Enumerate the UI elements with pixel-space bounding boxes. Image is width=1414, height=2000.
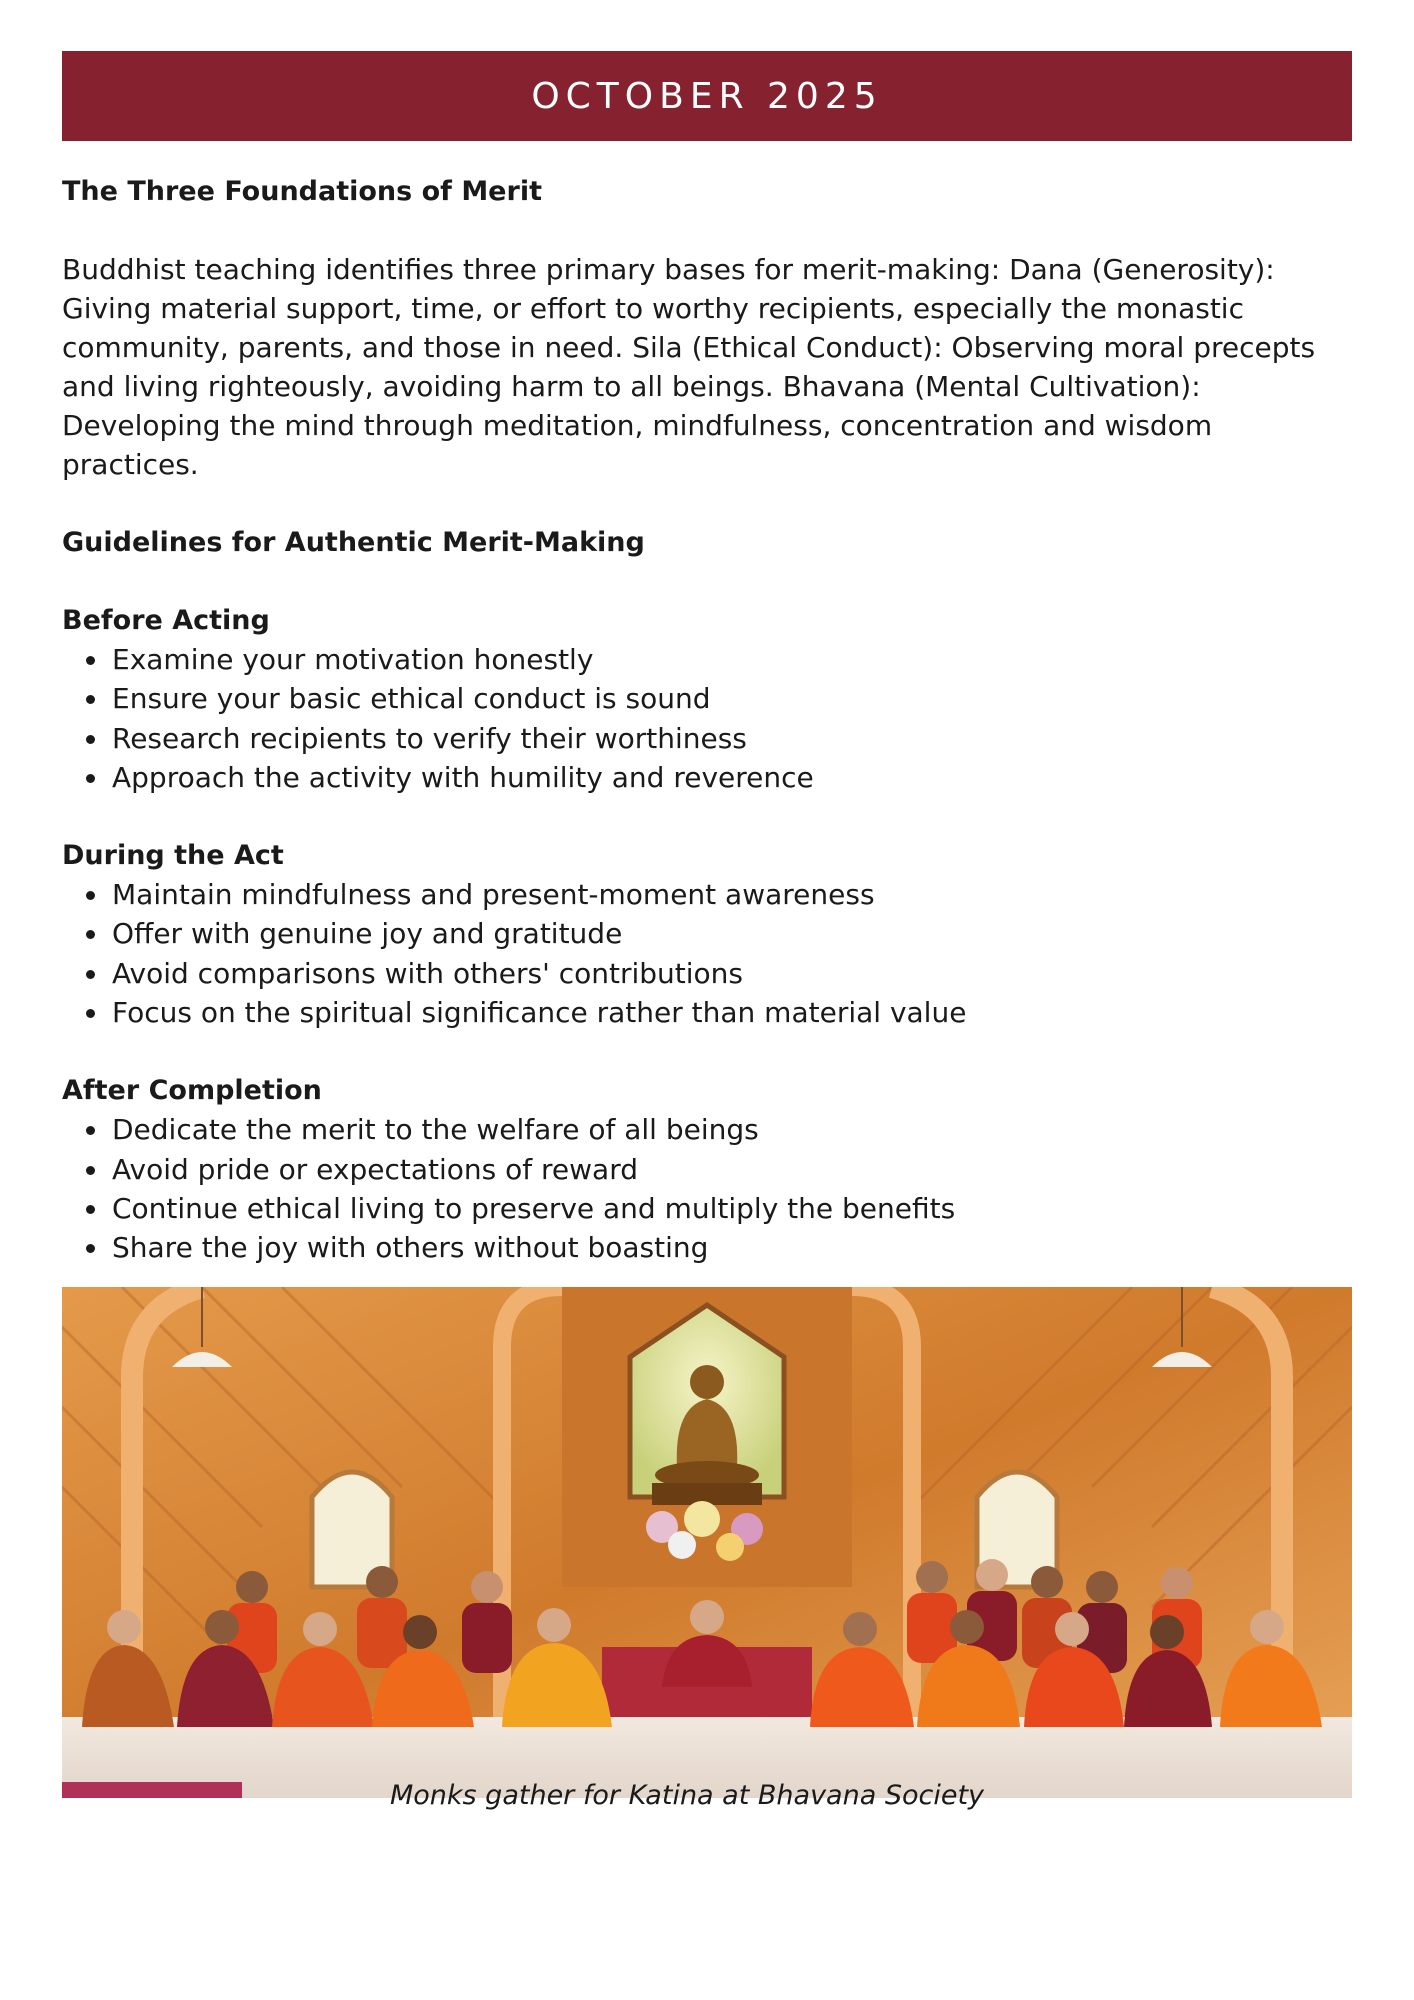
photo-caption: Monks gather for Katina at Bhavana Society [389,1780,985,1811]
list-item: • Focus on the spiritual significance rather than material value [110,993,1352,1032]
page-title: OCTOBER 2025 [531,75,883,117]
bullet-list-during [62,875,1352,1032]
list-item: • Avoid comparisons with others' contributions [110,954,1352,993]
list-item: • Offer with genuine joy and gratitude [110,914,1352,953]
list-item: • Continue ethical living to preserve and multiply the benefits [110,1189,1352,1228]
foundations-heading: The Three Foundations of Merit [62,176,542,207]
photo-illustration [62,1287,1352,1798]
guidelines-heading: Guidelines for Authentic Merit-Making [62,527,645,558]
list-item: • Dedicate the merit to the welfare of all beings [110,1110,1352,1149]
section-heading-after: After Completion [62,1075,322,1107]
month-banner [62,51,1352,141]
bullet-list-before [62,640,1352,797]
foundations-paragraph: Buddhist teaching identifies three primary bases for merit-making: Dana (Generosity): Giving material support, time, or effort to worthy recipients, especially the monastic community, parents, and those in need. Sila (Ethical Conduct): Observing moral precepts and living righteously, avoiding harm to all beings. Bhavana (Mental Cultivation): Developing the mind through meditation, mindfulness, concentration and wisdom practices. [62,253,1316,481]
list-item: • Examine your motivation honestly [110,640,1352,679]
article-body [62,172,1352,1307]
list-item: • Maintain mindfulness and present-moment awareness [110,875,1352,914]
spacer [62,562,1352,601]
list-item: • Share the joy with others without boasting [110,1228,1352,1267]
list-item: • Research recipients to verify their worthiness [110,719,1352,758]
monks-gathering-photo [62,1287,1352,1798]
bullet-list-after [62,1110,1352,1267]
list-item: • Approach the activity with humility and reverence [110,758,1352,797]
section-heading-before: Before Acting [62,605,270,636]
list-item: • Ensure your basic ethical conduct is sound [110,679,1352,718]
section-heading-during: During the Act [62,840,284,872]
list-item: • Avoid pride or expectations of reward [110,1150,1352,1189]
